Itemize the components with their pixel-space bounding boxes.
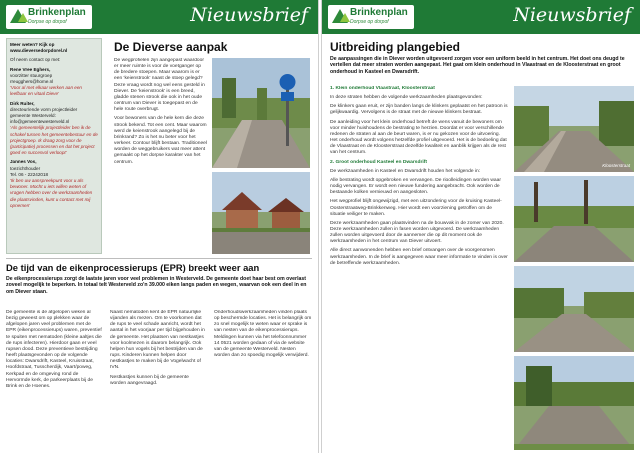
paragraph: Voor bewoners van de hele kern die deze strook bekend. Tot een cent. Maar waarom werd de keienstrook aangelegd bij de brinkrand? Zo is het nu beter voor het verkeer. Contour blijft bestaan. Traditioneel worden de weggebruikers wat meer attent gemaakt op het dorpse karakter van het centrum.	[114, 116, 207, 165]
street-photo-image	[212, 172, 310, 254]
street-photo-image	[514, 86, 634, 172]
article-lead: De aanpassingen die in Diever worden uitgevoerd zorgen voor een uniform beeld in het centrum. Het doet ons deugd te vertellen dat meer straten worden aangepast. Het gaat om klein onderhoud in Vlaastraat en de Kloosterstraat en groot onderhoud in Kasteel en Dwarsdrift.	[330, 56, 625, 75]
article-title-epr: De tijd van de eikenprocessierups (EPR) breekt weer aan	[6, 262, 260, 273]
photo-caption: Kloosterstraat	[602, 163, 630, 168]
logo-name: Brinkenplan	[28, 7, 86, 18]
header-band	[0, 0, 318, 34]
logo-tagline: Dorpse op dorpof	[28, 19, 67, 25]
contact-name: Jannes Vos,	[10, 159, 37, 165]
contact-role: toezichthouder	[10, 165, 41, 171]
street-photo-signpost	[212, 58, 310, 168]
contact-block	[10, 101, 98, 157]
paragraph: Deze werkzaamheden gaan plaatsvinden na de bouwvak in de zomer van 2020. Deze werkzaamheden zullen in fasen worden uitgevoerd. De werkzaamheden zullen worden uitgevoerd door de aannemer die op dit moment ook de werkzaamheden in het centrum van Diever uitvoert.	[330, 220, 504, 245]
paragraph: De aanleiding voor het klein onderhoud betreft de wens vanuit de bewoners om voor minder huishoudens de bestrating te herzien. Doordat er voor verschillende redenen de straten al aan de beurt waren, is er nu gekozen voor de uitvoering. Het onderhoud wordt volgens hetzelfde profiel uitgevoerd. Het is de bedoeling dat de Vlaastraat en de Kloosterstraat dezelfde kwaliteit en aanblik krijgen als de rest van het centrum.	[330, 119, 507, 156]
logo-tagline: Dorpse op dorpof	[350, 19, 389, 25]
paragraph: Het wegprofiel blijft ongewijzigd, met een uitzondering voor de kruising Kasteel-Oosterstraatweg-Brinkkenweg. Hier wordt een voorziening getroffen om de situatie veiliger te maken.	[330, 199, 502, 217]
street-photo-brink	[514, 356, 634, 450]
masthead-title: Nieuwsbrief	[190, 4, 308, 26]
street-photo-image	[514, 266, 634, 352]
street-photo-image	[212, 58, 310, 168]
contact-phone[interactable]: Tel. 06 - 22242018	[10, 171, 49, 177]
contact-block	[10, 159, 98, 209]
contact-sidebar	[6, 38, 102, 254]
paragraph: De klinkers gaan eruit, er zijn banden langs de klinkers geplaatst en het patroon is gelijkwaardig. Vervolgens is de straat met de nieuwe klinkers bestraat.	[330, 104, 508, 116]
contact-email[interactable]: info@gemeentewesterveld.nl	[10, 119, 70, 125]
contact-email[interactable]: rreugghers@home.nl	[10, 79, 54, 85]
sidebar-intro-title: Meer weten? Kijk op www.dieversedorpdorel.nl	[10, 42, 68, 54]
paragraph: Onderhoudswerkzaamheden vinden plaats op beschermde locaties. Het is belangrijk om zo snel mogelijk te weten waar er sprake is van nesten van de eikenprocessierups. Meldingen kunnen via het telefoonnummer 14 0521 worden gedaan of via de website van de gemeente Westerveld. Nesten worden dan zo spoedig mogelijk verwijderd.	[214, 310, 312, 359]
article-column	[330, 86, 508, 450]
paragraph: De gemeente is de afgelopen weken al bezig geweest om op plekken waar de afgelopen jaren veel problemen met de EPR (eikenprocessierups) waren, preventief te spuiten met nematoden (kleine aaltjes die de rups infecteren). Hierdoor gaan er veel rupsen dood. Deze preventieve bestrijding heeft plaatsgevonden op de volgende locaties: Dwarsdrift, Kasteel, Kruisstraat, Hoofdstraat, Tusscherdijk, Vaart/poweg, Kerkpad en de omgeving rond de Hervormde kerk, de parkeerplaats bij de Brink en de Hoenes.	[6, 310, 102, 389]
paragraph: Nestkastjes kunnen bij de gemeente worden aangevraagd.	[110, 374, 189, 386]
article-column	[6, 310, 102, 450]
brinkenplan-logo	[328, 5, 414, 29]
article-column	[110, 310, 206, 450]
section-heading: 1. Klein onderhoud Vlaastraat, Kloosterstraat	[330, 86, 435, 91]
newsletter-page-right	[321, 0, 640, 453]
newsletter-page-left	[0, 0, 319, 453]
street-photo-kasteel	[514, 176, 634, 262]
street-photo-image	[514, 176, 634, 262]
contact-role: directeur/ende vorm projectleider gemeente Westerveld:	[10, 106, 78, 119]
logo-name: Brinkenplan	[350, 7, 408, 18]
article-column	[114, 58, 207, 254]
contact-name: Rene Vree Eghers,	[10, 66, 51, 72]
street-photo-dwarsdrift	[514, 266, 634, 352]
logo-leaf-icon	[18, 13, 28, 22]
paragraph: De wegprofielen zijn aangepast waardoor er meer ruimte is voor de voetganger op de bredere stoepen. Maar waarom is er een 'keienstrook' naast de stoep gelegd? Deze vraag wordt nog wel eens gesteld in Diever. De 'keienstrook' is een breed, gladde stenen strook die ook in het oude centrum van Diever is toegepast en de hele route overbrugt.	[114, 58, 205, 113]
contact-quote: 'Ik ben uw aanspreekpunt voor u als bewoner. Mocht u iets willen weten of vragen hebben over de werkzaamheden die plaatsvinden, kunt u contact met mij opnemen'	[10, 178, 93, 208]
paragraph: Alle direct aanwonenden hebben een brief ontvangen over de voorgenomen werkzaamheden. In de brief is aangegeven waar meer informatie te vinden is over de betreffende werkzaamheden.	[330, 248, 508, 266]
sidebar-intro-sub: Of neem contact op met:	[10, 57, 61, 63]
brinkenplan-logo	[6, 5, 92, 29]
contact-quote: 'Als gemeentelijk projectleider ben ik de schakel tussen het gemeentebestuur en de projectgroep. Ik draag zorg voor de (participatie) processen en dat het project goed en succesvol verloopt'	[10, 125, 98, 156]
article-lead: De eikenprocessierups zorgt de laatste jaren voor veel problemen in Westerveld. De gemeente doet haar best om overlast zoveel mogelijk te beperken. In totaal telt Westerveld zo'n 39.000 eiken langs paden en wegen, waarvan ook een deel in en om Diever staan.	[6, 276, 307, 295]
contact-block	[10, 67, 98, 98]
section-heading: 2. Groot onderhoud Kasteel en Dwarsdrift	[330, 159, 428, 165]
street-photo-houses	[212, 172, 310, 254]
contact-name: Dirk Ruiter,	[10, 100, 35, 106]
contact-role: voorzitter stuurgroep	[10, 72, 53, 78]
street-photo-image	[514, 356, 634, 450]
article-column	[214, 310, 312, 450]
street-photo-kloosterstraat	[514, 86, 634, 172]
paragraph: De werkzaamheden in Kasteel en Dwarsdrift houden het volgende in:	[330, 168, 481, 174]
masthead-title: Nieuwsbrief	[513, 4, 631, 26]
header-band	[322, 0, 640, 34]
logo-leaf-icon	[340, 13, 350, 22]
paragraph: Alle bestrating wordt opgebroken en vervangen. De rioolleidingen worden waar nodig vervangen. Er wordt een nieuwe fundering aangebracht. Ook worden de bestaande kolken vernieuwd en aangesloten.	[330, 177, 502, 196]
article-title-dieverse-aanpak: De Dieverse aanpak	[114, 40, 228, 54]
contact-quote: 'Voor al met elkaar werken aan een leefbaar en vitaal Dieve'	[10, 85, 82, 97]
article-title-uitbreiding: Uitbreiding plangebied	[330, 40, 461, 54]
paragraph: Naast nematoden kent de EPR natuurlijke vijanden als mezen. Om te voorkomen dat de rups te veel schade aanricht, wordt het aantal in het voorjaar per tijd bijgehouden in de gemeente. Het plaatsen van nestkastjes voor koolmezen is daarom belangrijk. Ook helpen hun vogels bij het bestrijden van de rups. Kinderen kunnen helpen door nestkastjes te maken bij de Vogelwacht of IVN.	[110, 310, 205, 371]
section-divider	[6, 258, 312, 259]
paragraph: In deze straten hebben de volgende werkzaamheden plaatsgevonden:	[330, 95, 483, 101]
